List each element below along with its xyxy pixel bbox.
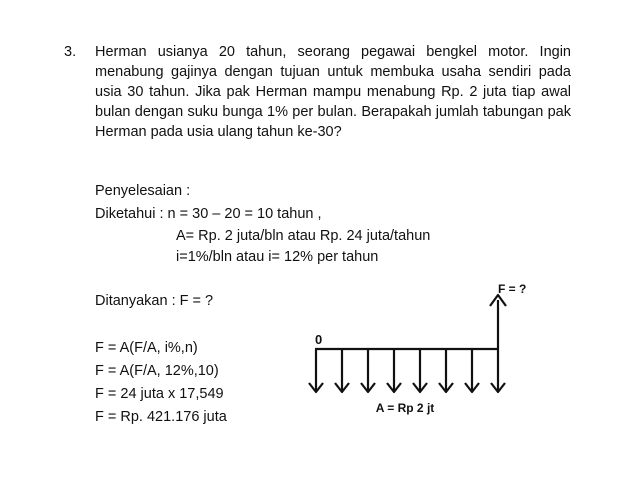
problem-number: 3. (64, 44, 77, 60)
given-line-i: i=1%/bln atau i= 12% per tahun (176, 249, 379, 265)
formula-step-4: F = Rp. 421.176 juta (95, 409, 227, 425)
formula-step-1: F = A(F/A, i%,n) (95, 340, 198, 356)
solution-heading: Penyelesaian : (95, 183, 191, 199)
problem-statement: Herman usianya 20 tahun, seorang pegawai bengkel motor. Ingin menabung gajinya dengan tujuan untuk membuka usaha sendiri pada usia 30 tahun. Jika pak Herman mampu menabung Rp. 2 juta tiap awal bulan dengan suku bunga 1% per bulan. Berapakah jumlah tabungan pak Herman pada usia ulang tahun ke-30? (95, 44, 571, 140)
given-line-n: Diketahui : n = 30 – 20 = 10 tahun , (95, 206, 322, 222)
formula-step-2: F = A(F/A, 12%,10) (95, 363, 219, 379)
annuity-arrows (309, 349, 505, 392)
asked-line: Ditanyakan : F = ? (95, 293, 214, 309)
annuity-label: A = Rp 2 jt (375, 401, 435, 415)
formula-step-3: F = 24 juta x 17,549 (95, 386, 224, 402)
future-value-label: F = ? (498, 282, 527, 296)
given-line-a: A= Rp. 2 juta/bln atau Rp. 24 juta/tahun (176, 228, 431, 244)
period-zero-label: 0 (315, 332, 323, 347)
